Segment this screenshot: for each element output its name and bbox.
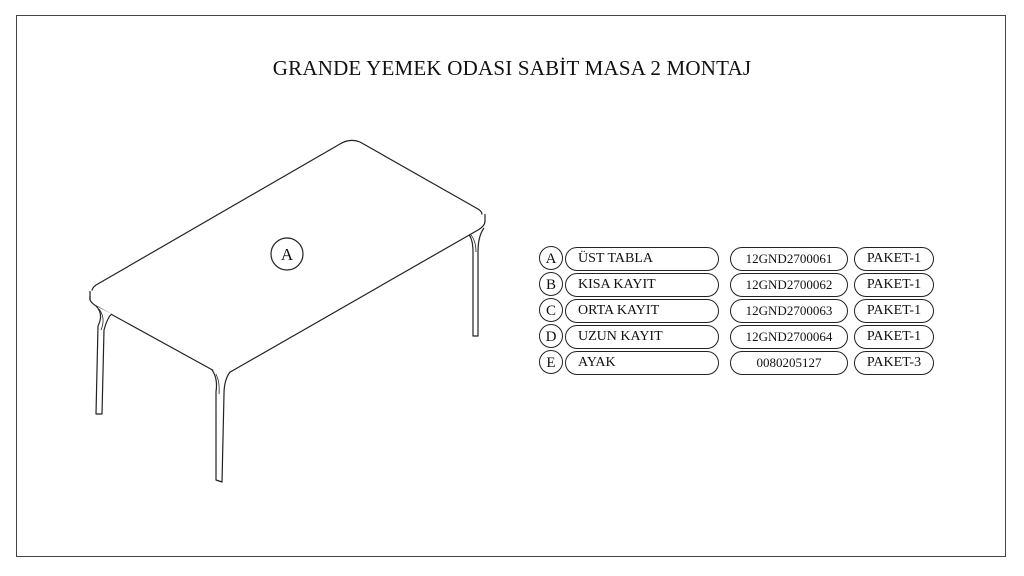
part-package: PAKET-1 bbox=[854, 299, 934, 323]
part-package: PAKET-1 bbox=[854, 247, 934, 271]
part-name: ÜST TABLA bbox=[565, 247, 719, 271]
part-name: KISA KAYIT bbox=[565, 273, 719, 297]
part-row bbox=[538, 298, 938, 324]
part-code: 12GND2700064 bbox=[730, 325, 848, 349]
part-row bbox=[538, 350, 938, 376]
part-letter: E bbox=[539, 350, 563, 374]
part-name: ORTA KAYIT bbox=[565, 299, 719, 323]
part-name: AYAK bbox=[565, 351, 719, 375]
part-code: 12GND2700061 bbox=[730, 247, 848, 271]
part-code: 12GND2700062 bbox=[730, 273, 848, 297]
part-letter: D bbox=[539, 324, 563, 348]
leg-front-left bbox=[96, 306, 112, 414]
part-package: PAKET-3 bbox=[854, 351, 934, 375]
callout-a bbox=[271, 238, 303, 270]
leg-back-right bbox=[466, 228, 484, 336]
part-letter: B bbox=[539, 272, 563, 296]
callout-a-label: A bbox=[280, 245, 294, 264]
part-package: PAKET-1 bbox=[854, 273, 934, 297]
part-letter: C bbox=[539, 298, 563, 322]
part-package: PAKET-1 bbox=[854, 325, 934, 349]
part-row bbox=[538, 246, 938, 272]
part-name: UZUN KAYIT bbox=[565, 325, 719, 349]
part-row bbox=[538, 272, 938, 298]
part-letter: A bbox=[539, 246, 563, 270]
part-code: 0080205127 bbox=[730, 351, 848, 375]
drawing-title: GRANDE YEMEK ODASI SABİT MASA 2 MONTAJ bbox=[272, 56, 752, 80]
leg-front-corner bbox=[212, 370, 230, 482]
part-row bbox=[538, 324, 938, 350]
part-code: 12GND2700063 bbox=[730, 299, 848, 323]
